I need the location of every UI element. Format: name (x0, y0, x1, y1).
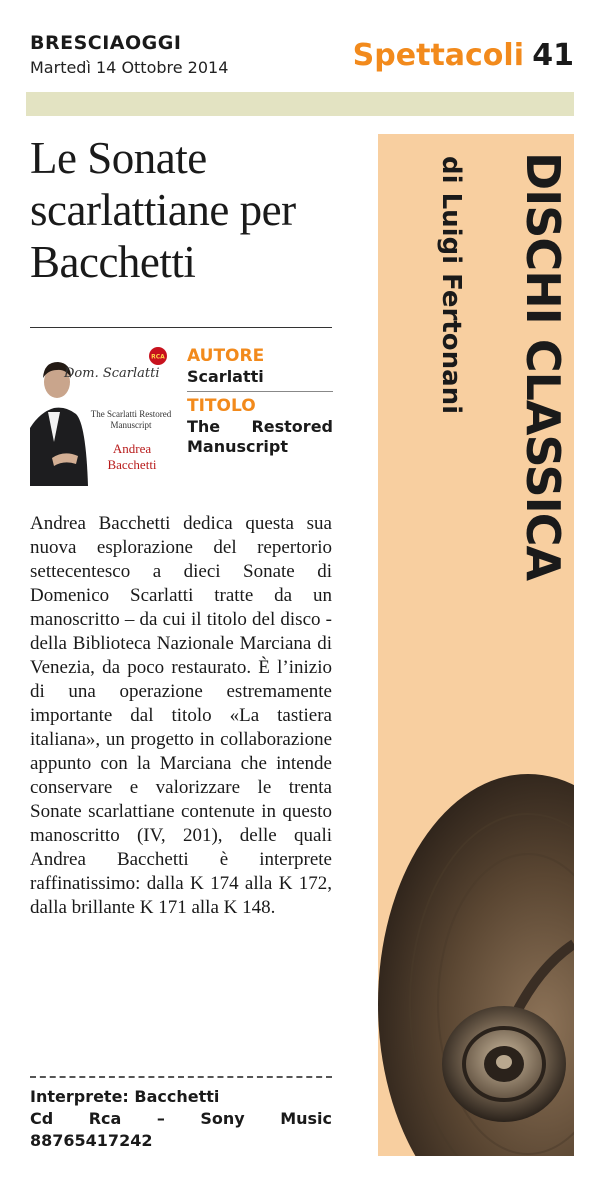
credits-catalog: 88765417242 (30, 1131, 153, 1150)
header-band (26, 92, 574, 116)
page-header (30, 26, 574, 86)
credits-label: Cd Rca – Sony Music (30, 1109, 332, 1128)
album-credits (30, 1086, 332, 1152)
author-value: Scarlatti (187, 367, 333, 392)
cover-signature: Dom. Scarlatti (64, 366, 160, 381)
author-label: AUTORE (187, 346, 265, 366)
album-cover (30, 342, 174, 486)
newspaper-name: BRESCIAOGGI (30, 32, 182, 54)
credits-divider (30, 1076, 332, 1078)
rubric-sidebar (378, 134, 574, 1156)
cover-artist: Andrea Bacchetti (107, 441, 157, 472)
gramophone-image (378, 754, 574, 1156)
credits-performer: Interprete: Bacchetti (30, 1087, 220, 1106)
rubric-heading (378, 134, 574, 694)
cover-subtitle: The Scarlatti Restored Manuscript (90, 409, 172, 430)
svg-text:RCA: RCA (151, 353, 165, 361)
rca-logo-icon (148, 346, 168, 366)
rubric-title: DISCHI CLASSICA (516, 152, 570, 581)
issue-date: Martedì 14 Ottobre 2014 (30, 58, 229, 77)
article-headline: Le Sonate scarlattiane per Bacchetti (30, 133, 296, 287)
title-value: The Restored Manuscript (187, 417, 333, 456)
page-number: 41 (532, 38, 574, 73)
headline-rule (30, 327, 332, 328)
section-name: Spettacoli (352, 38, 524, 73)
rubric-byline: di Luigi Fertonani (436, 156, 466, 415)
album-info (187, 346, 333, 465)
title-label: TITOLO (187, 396, 256, 416)
article-body: Andrea Bacchetti dedica questa sua nuova esplorazione del repertorio settecentesco a dieci Sonate di Domenico Scarlatti tratte da un manoscritto – da cui il titolo del disco - della Biblioteca Nazionale Marciana di Venezia, da poco restaurato. È l’inizio di una operazione estremamente importante dal titolo «La tastiera italiana», un progetto in collaborazione appunto con la Marciana che intende conservare e valorizzare le trenta Sonate scarlattiane contenute in questo manoscritto (IV, 201), delle quali Andrea Bacchetti è interprete raffinatissimo: dalla K 174 alla K 172, dalla brillante K 171 alla K 148. (30, 513, 332, 918)
